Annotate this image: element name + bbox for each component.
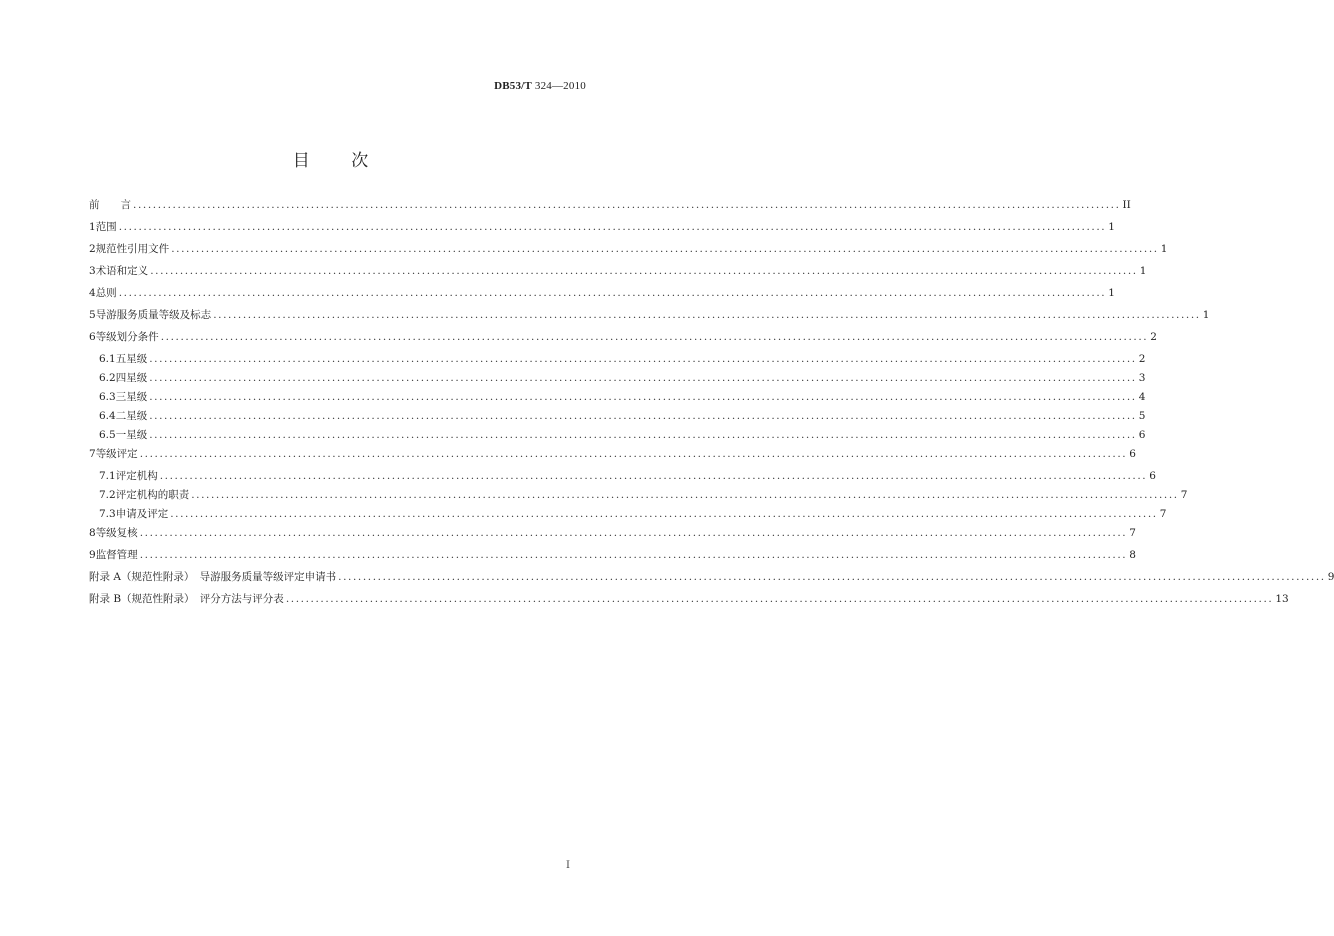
toc-entry-label: 范围 (95, 221, 117, 233)
toc-entry[interactable] (89, 548, 1136, 562)
toc-entry[interactable] (89, 242, 1168, 256)
toc-entry-label: 申请及评定 (115, 508, 169, 520)
toc-entry[interactable] (89, 308, 1210, 322)
toc-entry-label: 规范性引用文件 (95, 243, 170, 255)
toc-entry[interactable] (89, 570, 1334, 584)
toc-entry-page: 7 (1159, 508, 1167, 520)
toc-entry-number: 6.2 (99, 372, 116, 384)
toc-entry-label: 等级划分条件 (95, 331, 159, 343)
toc-entry[interactable] (89, 352, 1146, 366)
toc-entry-label: 监督管理 (95, 549, 138, 561)
toc-entry-number: 5 (89, 309, 96, 321)
toc-entry[interactable] (89, 447, 1136, 461)
toc-leader-dots: ........................................................................................................................................................................................................ (118, 287, 1107, 299)
toc-entry-page: 2 (1150, 331, 1157, 343)
toc-leader-dots: ........................................................................................................................................................................................................ (213, 309, 1201, 321)
toc-entry-label: 术语和定义 (95, 265, 149, 277)
toc-entry-label: 导游服务质量等级及标志 (95, 309, 212, 321)
toc-entry-label: 一星级 (115, 429, 148, 441)
toc-entry-number: 6 (89, 331, 96, 343)
toc-entry-page: 13 (1275, 593, 1289, 605)
toc-entry[interactable] (89, 469, 1156, 483)
toc-entry-number: 3 (89, 265, 96, 277)
toc-entry-label: 评定机构的职责 (115, 489, 190, 501)
toc-entry-page: 6 (1129, 448, 1136, 460)
toc-entry[interactable] (89, 286, 1115, 300)
toc-leader-dots: ........................................................................................................................................................................................................ (160, 331, 1149, 343)
toc-entry-number: 7.3 (99, 508, 116, 520)
toc-entry-label: 三星级 (115, 391, 148, 403)
toc-entry-number: 7 (89, 448, 96, 460)
toc-entry-label: 评定机构 (115, 470, 158, 482)
toc-leader-dots: ........................................................................................................................................................................................................ (159, 470, 1148, 482)
toc-entry[interactable] (89, 507, 1167, 521)
toc-entry[interactable] (89, 390, 1146, 404)
toc-entry[interactable] (89, 330, 1157, 344)
toc-entry[interactable] (89, 428, 1146, 442)
toc-leader-dots: ........................................................................................................................................................................................................ (150, 265, 1138, 277)
toc-entry-page: 4 (1138, 391, 1146, 403)
toc-entry[interactable] (89, 409, 1146, 423)
toc-entry-page: 5 (1138, 410, 1146, 422)
toc-leader-dots: ........................................................................................................................................................................................................ (149, 429, 1137, 441)
toc-entry-page: 3 (1138, 372, 1146, 384)
toc-entry-label: 附录 B（规范性附录） 评分方法与评分表 (89, 593, 284, 605)
toc-entry-label: 等级评定 (95, 448, 138, 460)
toc-entry-page: 6 (1138, 429, 1146, 441)
toc-entry-page: II (1122, 199, 1131, 211)
toc-entry-page: 1 (1108, 221, 1115, 233)
toc-entry-number: 6.4 (99, 410, 116, 422)
toc-entry-page: 2 (1138, 353, 1146, 365)
toc-entry[interactable] (89, 264, 1147, 278)
toc-leader-dots: ........................................................................................................................................................................................................ (170, 508, 1158, 520)
standard-code-number: 324—2010 (531, 80, 586, 92)
toc-leader-dots: ........................................................................................................................................................................................................ (133, 199, 1121, 211)
toc-leader-dots: ........................................................................................................................................................................................................ (139, 448, 1128, 460)
toc-entry-page: 1 (1108, 287, 1115, 299)
toc-entry-page: 1 (1139, 265, 1147, 277)
toc-leader-dots: ........................................................................................................................................................................................................ (149, 391, 1137, 403)
toc-entry-number: 6.5 (99, 429, 116, 441)
toc-entry-number: 9 (89, 549, 96, 561)
toc-leader-dots: ........................................................................................................................................................................................................ (191, 489, 1179, 501)
toc-entry-page: 1 (1202, 309, 1210, 321)
toc-leader-dots: ........................................................................................................................................................................................................ (171, 243, 1159, 255)
toc-leader-dots: ........................................................................................................................................................................................................ (285, 593, 1274, 605)
toc-entry[interactable] (89, 592, 1289, 606)
toc-entry-page: 8 (1129, 549, 1136, 561)
toc-entry-label: 前 言 (89, 199, 131, 211)
standard-code (494, 80, 586, 92)
toc-entry-number: 7.1 (99, 470, 116, 482)
toc-entry-label: 二星级 (115, 410, 148, 422)
toc-leader-dots: ........................................................................................................................................................................................................ (139, 527, 1128, 539)
toc-entry[interactable] (89, 371, 1146, 385)
toc-entry-number: 6.1 (99, 353, 116, 365)
toc-entry[interactable] (89, 198, 1131, 212)
toc-entry-page: 7 (1180, 489, 1188, 501)
toc-entry-page: 1 (1160, 243, 1168, 255)
toc-entry-number: 7.2 (99, 489, 116, 501)
standard-code-prefix: DB53/T (494, 80, 532, 92)
toc-entry[interactable] (89, 526, 1136, 540)
toc-leader-dots: ........................................................................................................................................................................................................ (149, 353, 1137, 365)
toc-leader-dots: ........................................................................................................................................................................................................ (338, 571, 1326, 583)
toc-entry-page: 7 (1129, 527, 1136, 539)
toc-leader-dots: ........................................................................................................................................................................................................ (149, 410, 1137, 422)
toc-entry-number: 4 (89, 287, 96, 299)
toc-entry-label: 附录 A（规范性附录） 导游服务质量等级评定申请书 (89, 571, 337, 583)
toc-entry-number: 1 (89, 221, 96, 233)
toc-leader-dots: ........................................................................................................................................................................................................ (149, 372, 1137, 384)
toc-entry-label: 五星级 (115, 353, 148, 365)
table-of-contents (89, 198, 1334, 614)
toc-entry-number: 6.3 (99, 391, 116, 403)
toc-entry-page: 9 (1327, 571, 1334, 583)
toc-leader-dots: ........................................................................................................................................................................................................ (139, 549, 1128, 561)
toc-entry-label: 总则 (95, 287, 117, 299)
page-number: I (566, 860, 570, 871)
page-title: 目 次 (292, 151, 370, 171)
toc-entry-number: 8 (89, 527, 96, 539)
toc-entry-label: 四星级 (115, 372, 148, 384)
toc-entry[interactable] (89, 220, 1115, 234)
toc-entry-label: 等级复核 (95, 527, 138, 539)
toc-entry[interactable] (89, 488, 1188, 502)
toc-entry-page: 6 (1149, 470, 1156, 482)
toc-entry-number: 2 (89, 243, 96, 255)
toc-leader-dots: ........................................................................................................................................................................................................ (118, 221, 1107, 233)
